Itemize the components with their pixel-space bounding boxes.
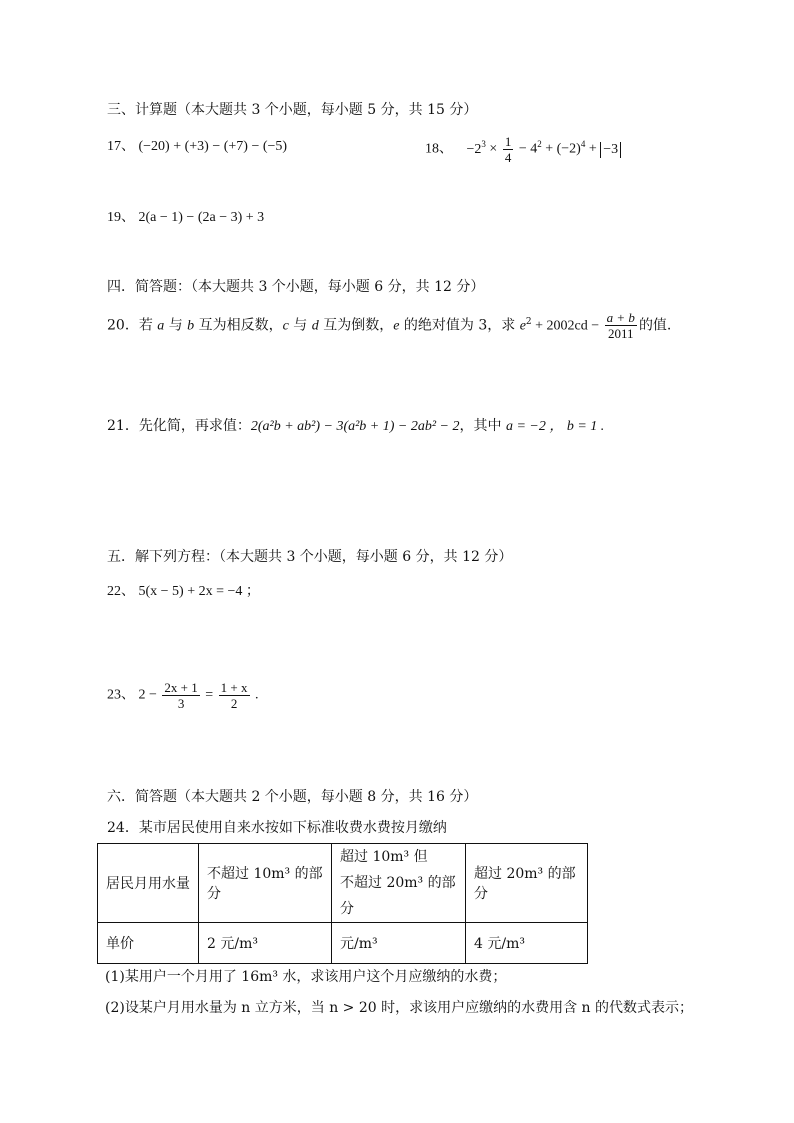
header-tier2-line1: 超过 10m³ 但 bbox=[340, 849, 428, 865]
question-21 bbox=[107, 416, 604, 437]
q21-condition: a = −2 ， b = 1 . bbox=[505, 419, 605, 434]
header-usage: 居民月用水量 bbox=[98, 844, 199, 923]
q19-expression: 2(a − 1) − (2a − 3) + 3 bbox=[138, 210, 265, 225]
price-tier2: 元/m³ bbox=[332, 923, 466, 964]
q20-text7: 的值. bbox=[638, 317, 672, 334]
q20-fraction bbox=[605, 310, 637, 341]
q18-number: 18、 bbox=[425, 141, 453, 157]
question-24-part1: (1)某用户一个月用了 16m³ 水，求该用户这个月应缴纳的水费； bbox=[105, 969, 507, 985]
q18-fraction bbox=[503, 134, 514, 165]
q20-frac-num: a + b bbox=[606, 310, 635, 325]
price-tier3: 4 元/m³ bbox=[466, 923, 588, 964]
question-19 bbox=[107, 208, 264, 228]
q18-plus: + bbox=[588, 141, 601, 157]
question-22 bbox=[107, 582, 260, 602]
q18-exp2: 2 bbox=[537, 139, 542, 150]
q17-expression: (−20) + (+3) − (+7) − (−5) bbox=[138, 139, 288, 154]
q20-expr-mid: + 2002cd − bbox=[531, 318, 603, 334]
q20-var-b: b bbox=[187, 318, 195, 334]
header-tier1: 不超过 10m³ 的部分 bbox=[199, 844, 332, 923]
section-3-title: 三、计算题（本大题共 3 个小题，每小题 5 分，共 15 分） bbox=[107, 102, 478, 118]
q18-exp3: 4 bbox=[580, 139, 586, 150]
q23-number: 23、 bbox=[107, 687, 135, 703]
q21-text2: ，其中 bbox=[459, 418, 506, 434]
q23-f1-den: 3 bbox=[177, 696, 185, 711]
table-row bbox=[98, 923, 588, 964]
q18-term2: − 4 bbox=[518, 141, 538, 157]
q20-text5: 互为倒数， bbox=[318, 317, 394, 334]
q23-end: . bbox=[251, 687, 259, 703]
question-20 bbox=[107, 310, 671, 341]
q18-term3: + (−2) bbox=[545, 141, 581, 157]
q23-f1-num: 2x + 1 bbox=[164, 680, 198, 695]
q23-f2-num: 1 + x bbox=[220, 680, 248, 695]
question-23 bbox=[107, 680, 259, 711]
q20-var-e: e bbox=[393, 318, 400, 334]
water-fee-table bbox=[97, 843, 588, 964]
q18-times: × bbox=[489, 141, 501, 157]
question-24-part2: (2)设某户月用水量为 n 立方米，当 n > 20 时，求该用户应缴纳的水费用含 n 的代数式表示； bbox=[105, 1000, 694, 1016]
q18-frac-den: 4 bbox=[504, 150, 512, 165]
q18-frac-num: 1 bbox=[504, 134, 512, 149]
q20-exp: 2 bbox=[525, 316, 532, 327]
question-24-intro: 24．某市居民使用自来水按如下标准收费水费按月缴纳 bbox=[107, 820, 447, 836]
table-header-row bbox=[98, 844, 588, 923]
q19-number: 19、 bbox=[107, 210, 135, 225]
q20-frac-den: 2011 bbox=[608, 326, 634, 341]
row-label-price: 单价 bbox=[98, 923, 199, 964]
header-tier3: 超过 20m³ 的部分 bbox=[466, 844, 588, 923]
q22-number: 22、 bbox=[107, 584, 135, 599]
q20-text3: 互为相反数， bbox=[194, 317, 283, 334]
section-5-title: 五．解下列方程：（本大题共 3 个小题，每小题 6 分，共 12 分） bbox=[107, 549, 513, 565]
q20-text1: 20．若 bbox=[107, 317, 158, 334]
question-18 bbox=[425, 134, 621, 165]
q20-text2: 与 bbox=[164, 317, 188, 334]
q17-number: 17、 bbox=[107, 139, 135, 154]
question-17 bbox=[107, 137, 287, 157]
header-tier2-line2: 不超过 20m³ 的部分 bbox=[340, 875, 456, 917]
q23-equals: = bbox=[201, 687, 217, 703]
section-6-title: 六．简答题（本大题共 2 个小题，每小题 8 分，共 16 分） bbox=[107, 789, 478, 805]
q20-text4: 与 bbox=[288, 317, 312, 334]
q21-text1: 21．先化简，再求值： bbox=[107, 418, 251, 434]
q20-text6: 的绝对值为 3，求 bbox=[399, 317, 520, 334]
q18-absolute: −3 bbox=[600, 142, 621, 158]
q23-lead: 2 − bbox=[138, 687, 161, 703]
q20-var-c: c bbox=[282, 318, 289, 334]
q20-var-d: d bbox=[311, 318, 319, 334]
q23-fraction-left bbox=[162, 680, 199, 711]
header-tier2 bbox=[332, 844, 466, 923]
q21-expression: 2(a²b + ab²) − 3(a²b + 1) − 2ab² − 2 bbox=[250, 419, 460, 434]
price-tier1: 2 元/m³ bbox=[199, 923, 332, 964]
q20-expr-e: e bbox=[519, 318, 526, 334]
q20-var-a: a bbox=[157, 318, 165, 334]
section-4-title: 四．简答题：（本大题共 3 个小题，每小题 6 分，共 12 分） bbox=[107, 279, 485, 295]
q23-f2-den: 2 bbox=[230, 696, 238, 711]
q22-expression: 5(x − 5) + 2x = −4 ； bbox=[138, 584, 260, 599]
q23-fraction-right bbox=[219, 680, 250, 711]
q18-term1: −2 bbox=[466, 141, 482, 157]
q18-exp1: 3 bbox=[481, 139, 486, 150]
